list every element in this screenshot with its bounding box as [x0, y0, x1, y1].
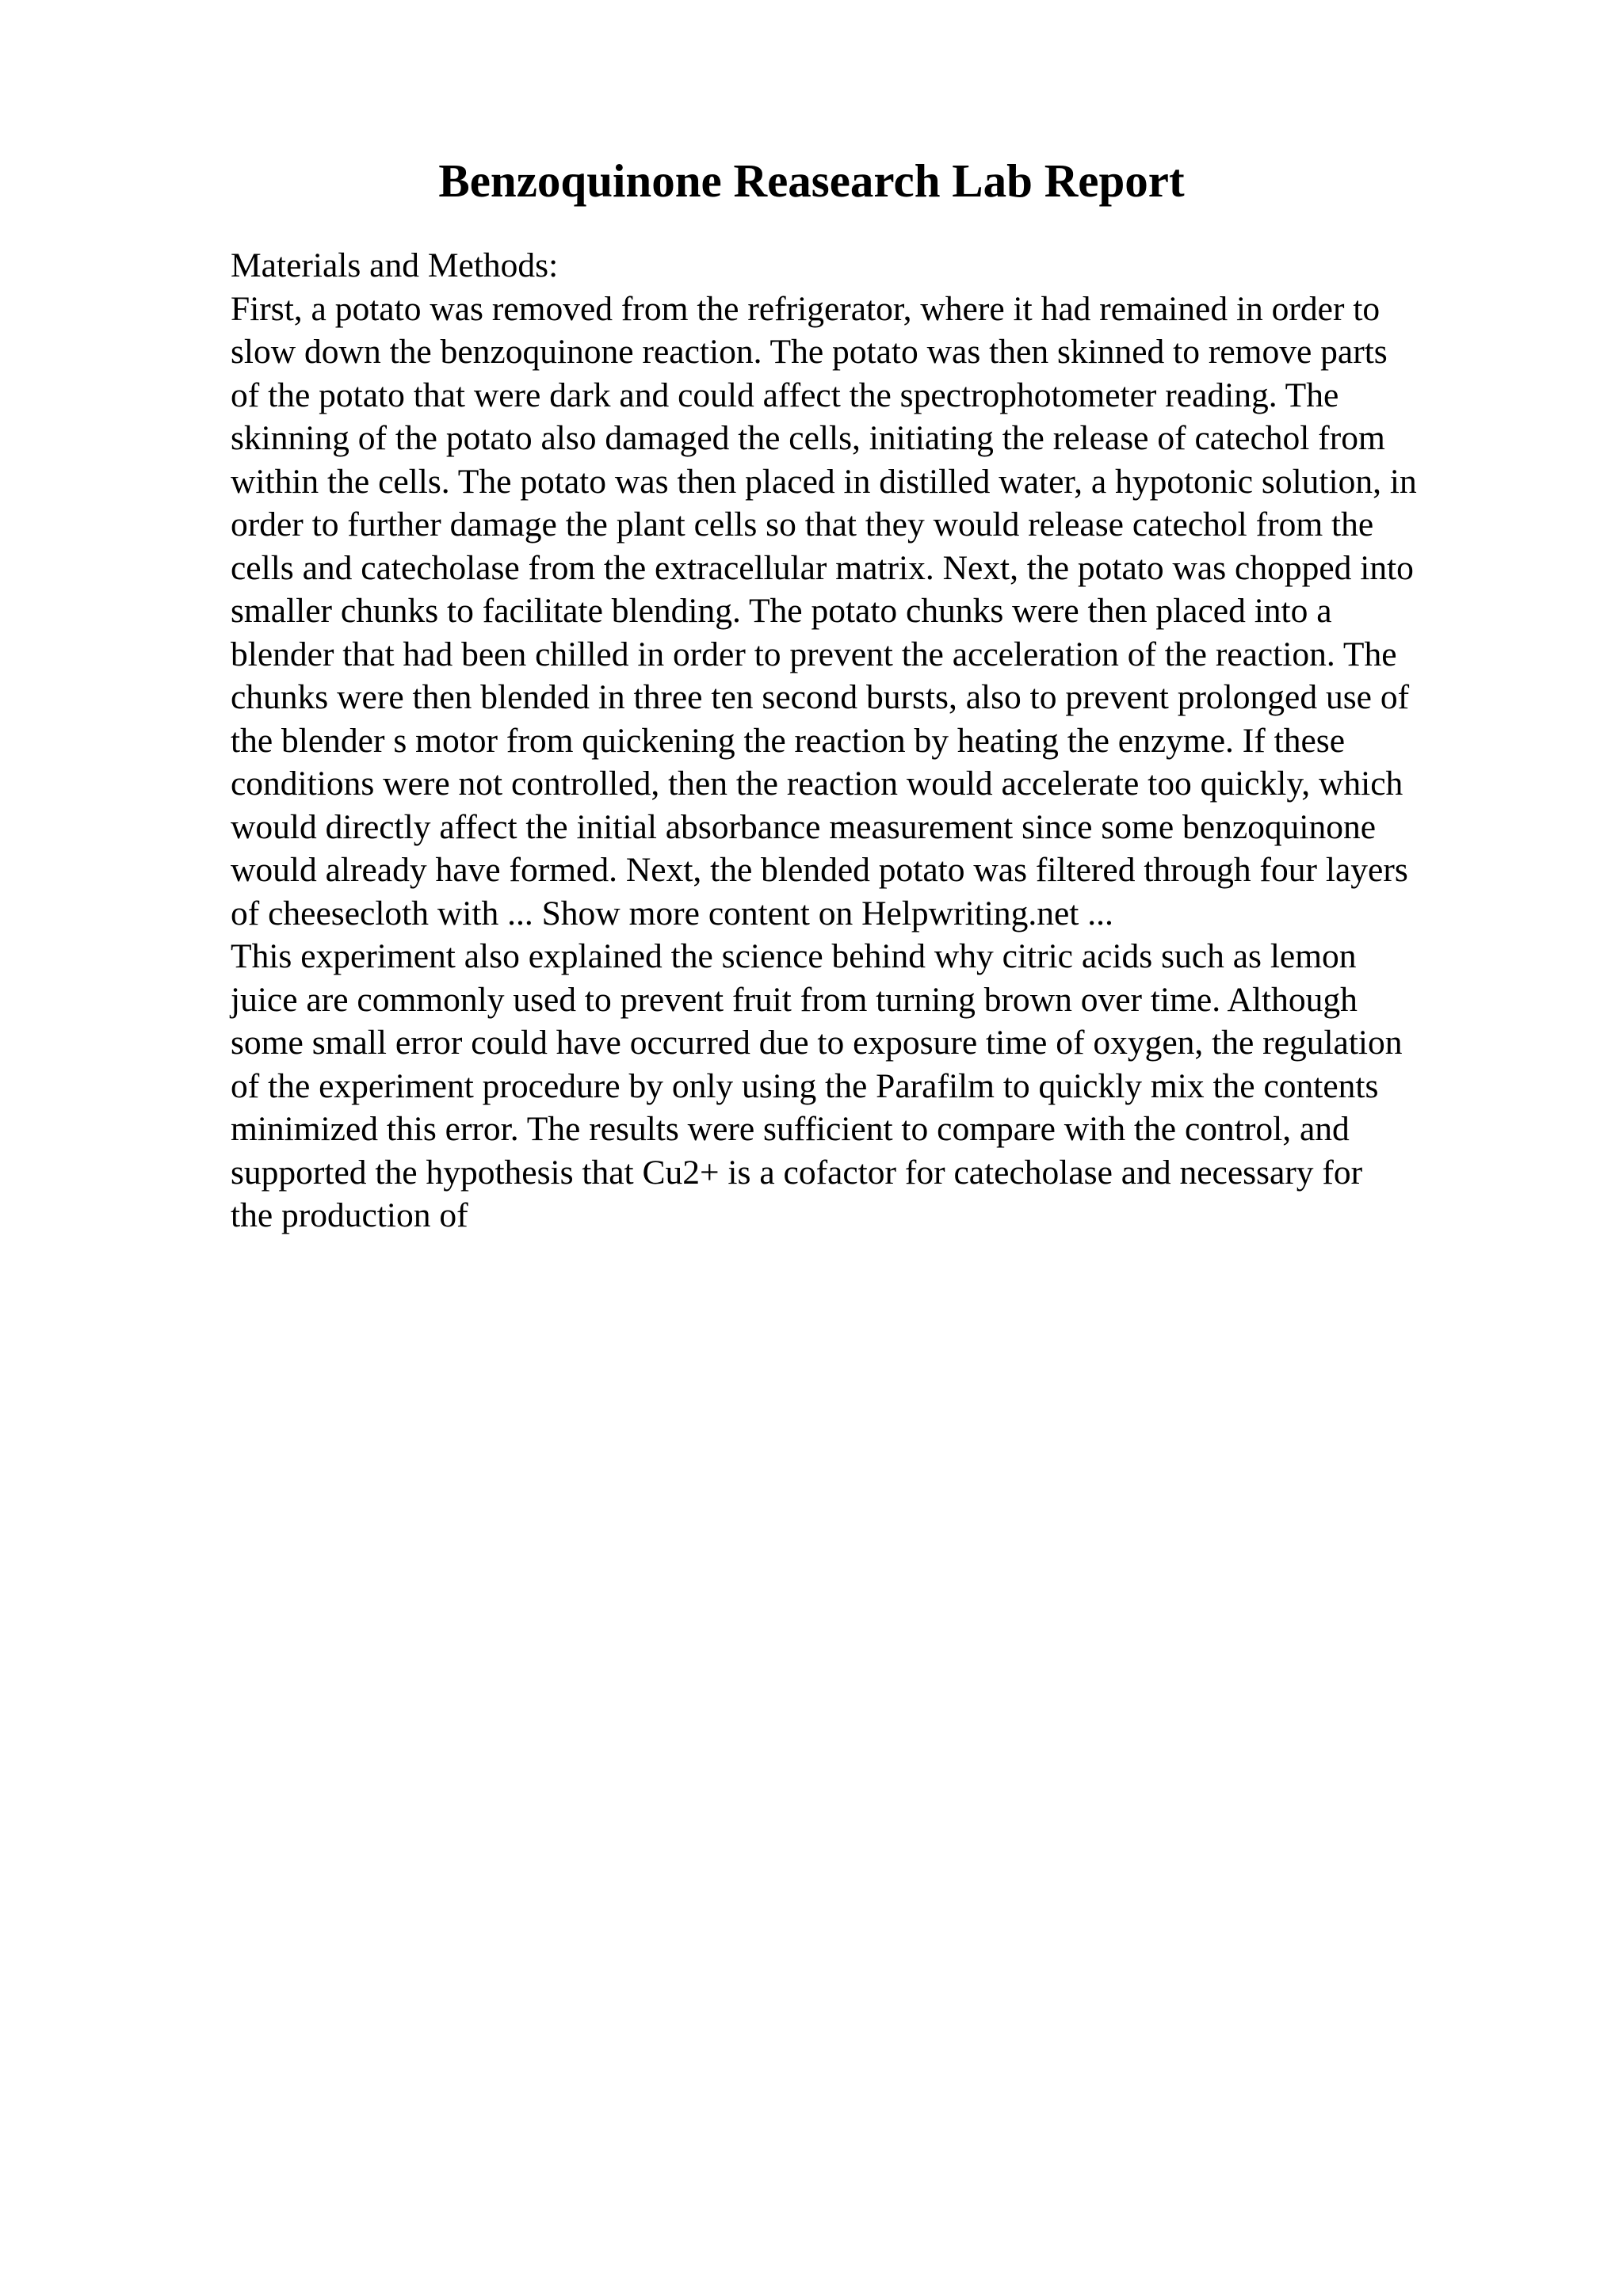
body-line: First, a potato was removed from the refrigerator, where it had remained in order to: [231, 289, 1381, 328]
body-line: of the potato that were dark and could affect the spectrophotometer reading. The: [231, 376, 1339, 414]
body-line-show-more: of cheesecloth with ... Show more content on Helpwriting.net ...: [231, 894, 1113, 933]
body-line: the production of: [231, 1196, 468, 1234]
document-body: [231, 244, 1594, 1238]
body-line: blender that had been chilled in order to prevent the acceleration of the reaction. The: [231, 635, 1397, 673]
body-line: cells and catecholase from the extracellular matrix. Next, the potato was chopped into: [231, 548, 1414, 587]
body-line: slow down the benzoquinone reaction. The potato was then skinned to remove parts: [231, 333, 1388, 371]
body-line: of the experiment procedure by only using the Parafilm to quickly mix the contents: [231, 1066, 1379, 1105]
body-line: juice are commonly used to prevent fruit from turning brown over time. Although: [231, 980, 1358, 1019]
body-line: order to further damage the plant cells so that they would release catechol from the: [231, 505, 1374, 543]
body-line: would directly affect the initial absorbance measurement since some benzoquinone: [231, 807, 1377, 846]
body-line: minimized this error. The results were sufficient to compare with the control, and: [231, 1110, 1350, 1148]
body-line: the blender s motor from quickening the reaction by heating the enzyme. If these: [231, 721, 1346, 760]
body-line: would already have formed. Next, the blended potato was filtered through four layers: [231, 851, 1408, 889]
body-line: within the cells. The potato was then placed in distilled water, a hypotonic solution, in: [231, 462, 1417, 501]
body-line: skinning of the potato also damaged the cells, initiating the release of catechol from: [231, 419, 1385, 457]
document-title: Benzoquinone Reasearch Lab Report: [438, 154, 1185, 207]
body-line: smaller chunks to facilitate blending. The potato chunks were then placed into a: [231, 592, 1332, 630]
body-line: some small error could have occurred due to exposure time of oxygen, the regulation: [231, 1024, 1403, 1062]
body-line: conditions were not controlled, then the reaction would accelerate too quickly, which: [231, 765, 1403, 803]
body-line: supported the hypothesis that Cu2+ is a cofactor for catecholase and necessary for: [231, 1153, 1363, 1192]
section-heading-materials-methods: Materials and Methods:: [231, 246, 559, 284]
body-line: chunks were then blended in three ten second bursts, also to prevent prolonged use of: [231, 678, 1410, 716]
body-line: This experiment also explained the science behind why citric acids such as lemon: [231, 937, 1357, 975]
